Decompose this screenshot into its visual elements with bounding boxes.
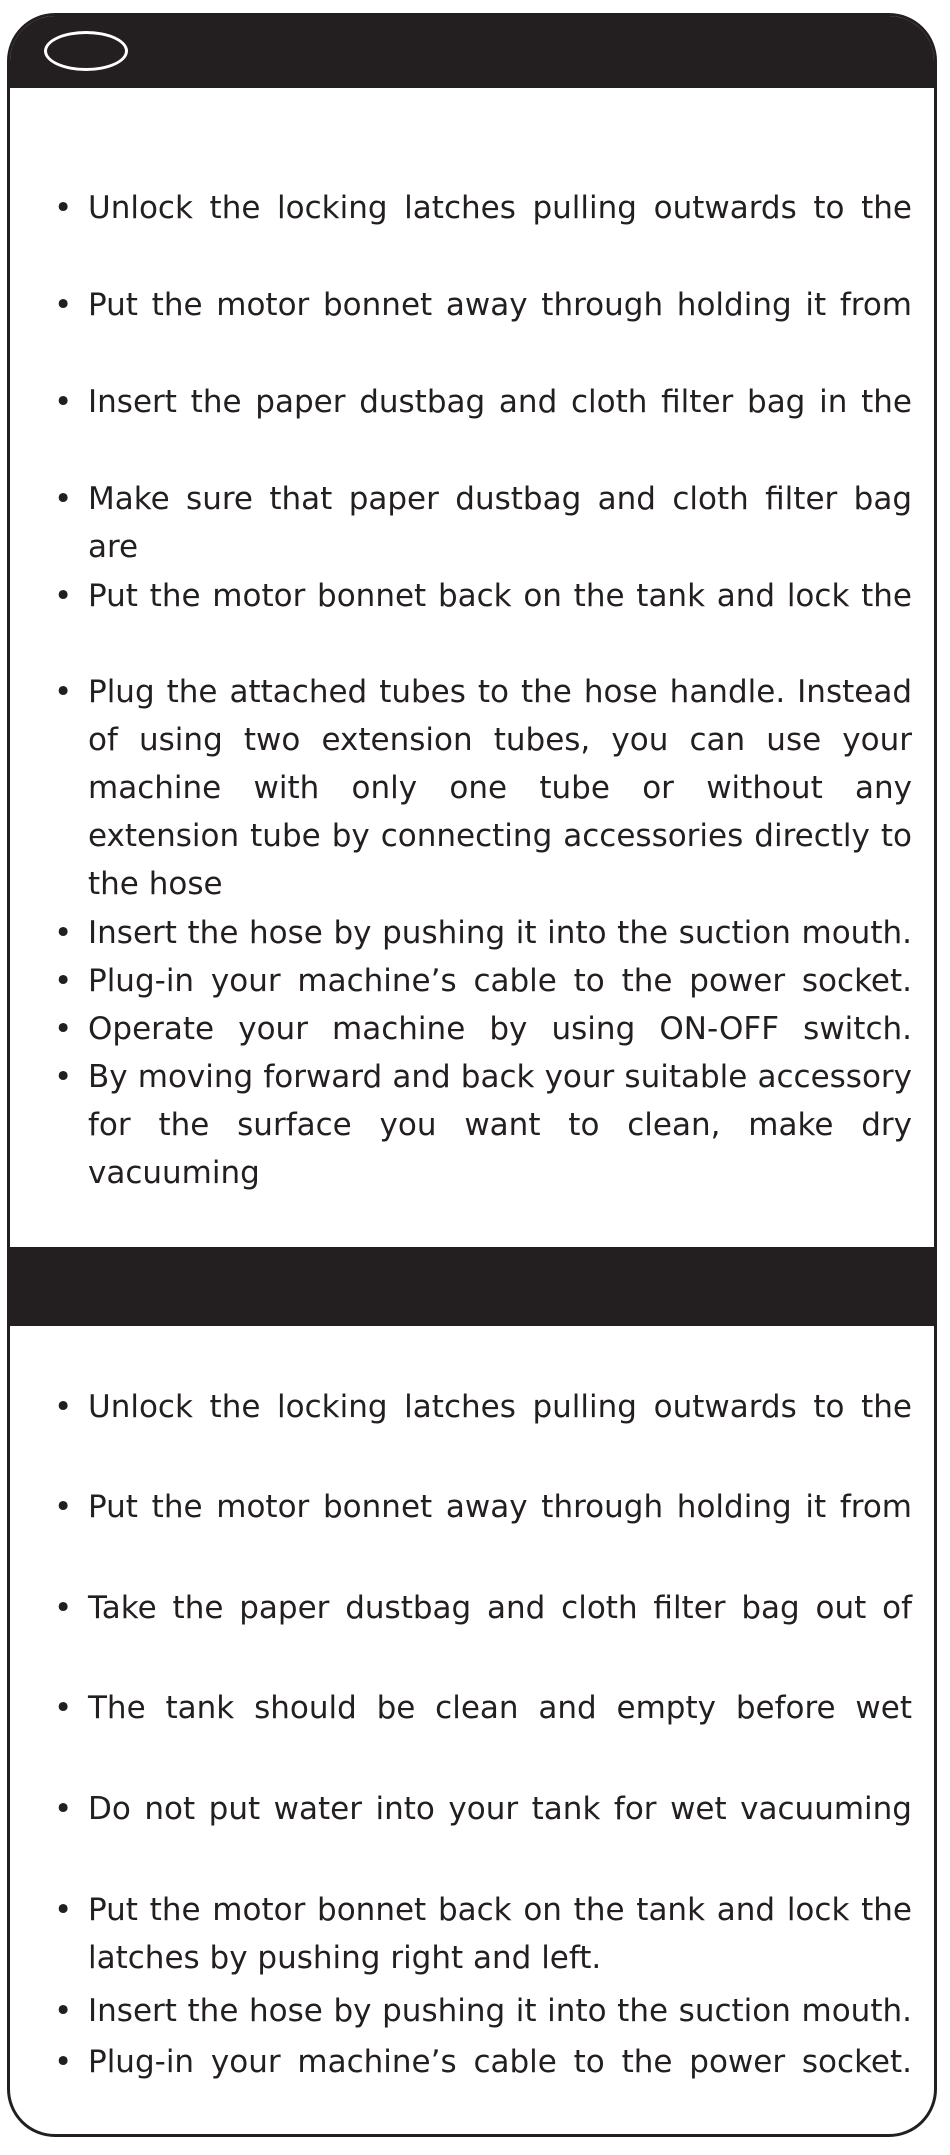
- list-item: • Put the motor bonnet away through holding it from: [54, 1489, 912, 1525]
- instruction-panel: [7, 13, 937, 2137]
- list-item: • By moving forward and back your suitable accessory for the surface you want to clean, make dry vacuuming: [54, 1059, 912, 1191]
- list-item: • The tank should be clean and empty before wet: [54, 1690, 912, 1726]
- section-divider-bar: [10, 1247, 934, 1326]
- list-item: • Put the motor bonnet away through holding it from: [54, 287, 912, 323]
- header-bar: [10, 16, 934, 88]
- list-item: • Insert the paper dustbag and cloth filter bag in the: [54, 384, 912, 420]
- list-item: • Operate your machine by using ON-OFF switch.: [54, 1011, 912, 1047]
- list-item: • Insert the hose by pushing it into the suction mouth.: [54, 915, 912, 951]
- list-item: • Plug-in your machine’s cable to the power socket.: [54, 963, 912, 999]
- list-item: • Take the paper dustbag and cloth filter bag out of: [54, 1590, 912, 1626]
- list-item: • Plug the attached tubes to the hose handle. Instead of using two extension tubes, you can use your machine with only one tube or without any extension tube by connecting accessories directly to the hose: [54, 674, 912, 902]
- list-item: • Make sure that paper dustbag and cloth filter bag are: [54, 481, 912, 565]
- list-item: • Insert the hose by pushing it into the suction mouth.: [54, 1993, 912, 2029]
- list-item: • Plug-in your machine’s cable to the power socket.: [54, 2044, 912, 2080]
- section-number-oval: [44, 31, 128, 71]
- list-item: • Put the motor bonnet back on the tank and lock the: [54, 578, 912, 614]
- list-item: • Do not put water into your tank for wet vacuuming: [54, 1791, 912, 1827]
- list-item: • Put the motor bonnet back on the tank and lock the latches by pushing right and left.: [54, 1892, 912, 1976]
- list-item: • Unlock the locking latches pulling outwards to the: [54, 1389, 912, 1425]
- list-item: • Unlock the locking latches pulling outwards to the: [54, 190, 912, 226]
